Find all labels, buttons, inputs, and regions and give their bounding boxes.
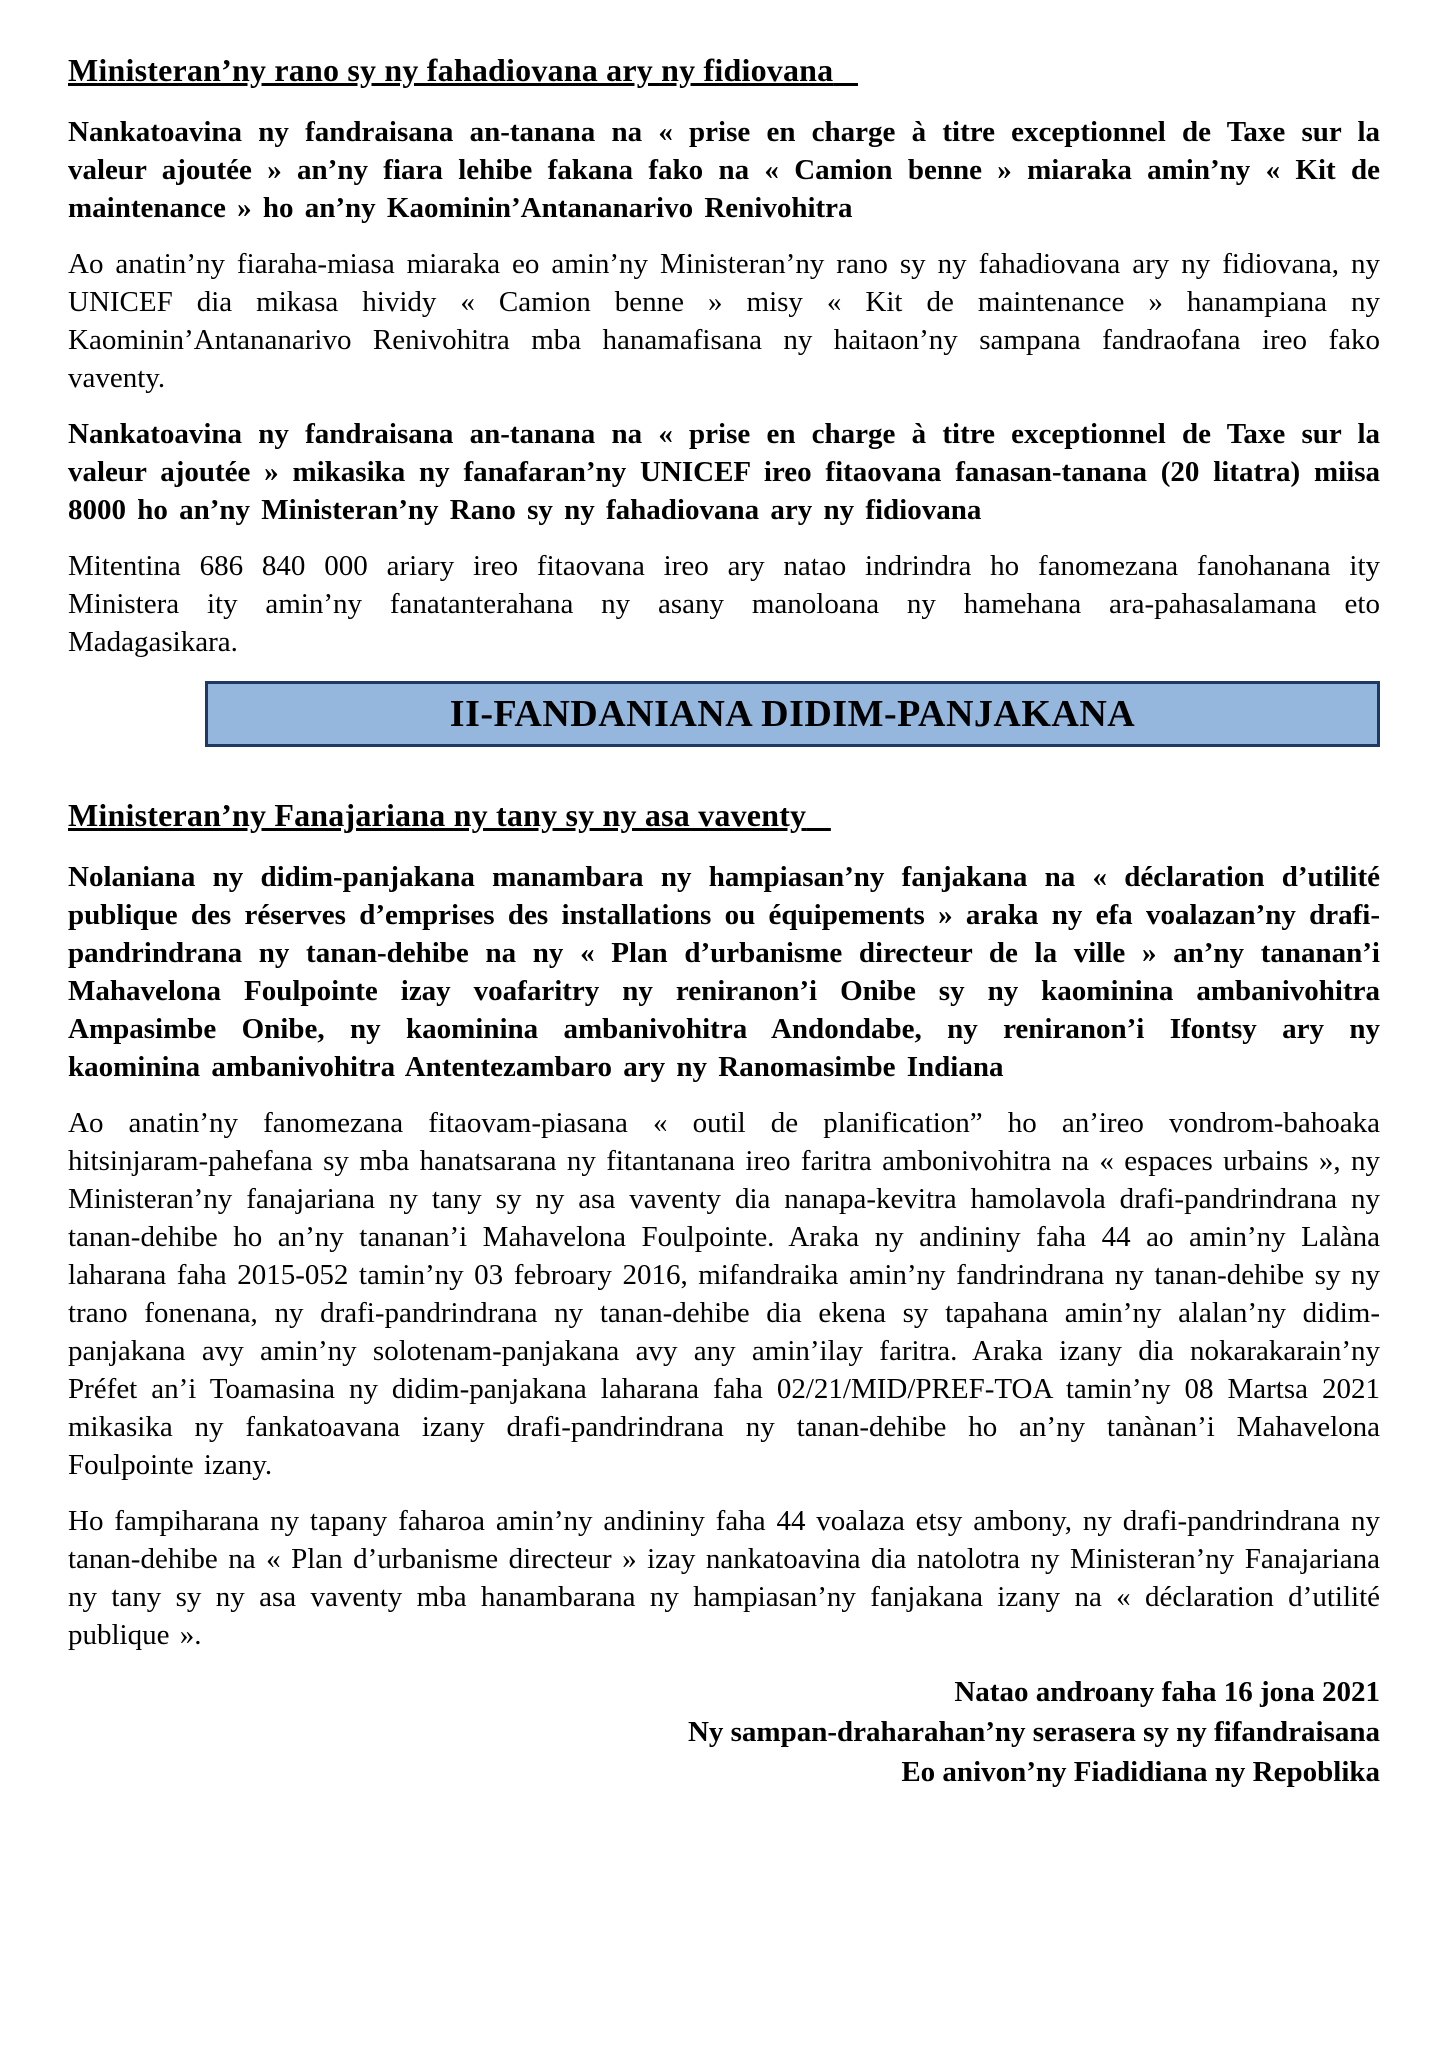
section1-paragraph-bold-1: Nankatoavina ny fandraisana an-tanana na « prise en charge à titre exceptionnel de Taxe sur la valeur ajoutée » an’ny fiara lehibe fakana fako na « Camion benne » miaraka amin’ny « Kit de maintenance » ho an’ny Kaominin’Antananarivo Renivohitra xyxy=(68,116,1380,224)
section-banner xyxy=(205,681,1380,747)
section2-heading: Ministeran’ny Fanajariana ny tany sy ny asa vaventy xyxy=(68,797,807,833)
section1-paragraph-2: Mitentina 686 840 000 ariary ireo fitaovana ireo ary natao indrindra ho fanomezana fanohanana ity Ministera ity amin’ny fanatanterahana ny asany manoloana ny hamehana ara-pahasalamana eto Madagasikara. xyxy=(68,550,1380,658)
signoff-block xyxy=(68,1672,1380,1792)
section2-paragraph-2: Ho fampiharana ny tapany faharoa amin’ny andininy faha 44 voalaza etsy ambony, ny drafi-pandrindrana ny tanan-dehibe na « Plan d’urbanisme directeur » izay nankatoavina dia natolotra ny Ministeran’ny Fanajariana ny tany sy ny asa vaventy mba hanambarana ny hampiasan’ny fanjakana izany na « déclaration d’utilité publique ». xyxy=(68,1505,1380,1651)
signoff-line-institution: Eo anivon’ny Fiadidiana ny Repoblika xyxy=(901,1756,1380,1788)
section2-paragraph-1: Ao anatin’ny fanomezana fitaovam-piasana « outil de planification” ho an’ireo vondrom-bahoaka hitsinjaram-pahefana sy mba hanatsarana ny fitantanana ireo faritra ambonivohitra na « espaces urbains », ny Ministeran’ny fanajariana ny tany sy ny asa vaventy dia nanapa-kevitra hamolavola drafi-pandrindrana ny tanan-dehibe ho an’ny tananan’i Mahavelona Foulpointe. Araka ny andininy faha 44 ao amin’ny Lalàna laharana faha 2015-052 tamin’ny 03 febroary 2016, mifandraika amin’ny fandrindrana ny tanan-dehibe sy ny trano fonenana, ny drafi-pandrindrana ny tanan-dehibe dia ekena sy tapahana amin’ny alalan’ny didim-panjakana avy amin’ny solotenam-panjakana avy any amin’ilay faritra. Araka izany dia nokarakarain’ny Préfet an’i Toamasina ny didim-panjakana laharana faha 02/21/MID/PREF-TOA tamin’ny 08 Martsa 2021 mikasika ny fankatoavana izany drafi-pandrindrana ny tanan-dehibe ho an’ny tanànan’i Mahavelona Foulpointe izany. xyxy=(68,1107,1380,1481)
section1-paragraph-bold-2: Nankatoavina ny fandraisana an-tanana na « prise en charge à titre exceptionnel de Taxe sur la valeur ajoutée » mikasika ny fanafaran’ny UNICEF ireo fitaovana fanasan-tanana (20 litatra) miisa 8000 ho an’ny Ministeran’ny Rano sy ny fahadiovana ary ny fidiovana xyxy=(68,418,1380,526)
signoff-line-department: Ny sampan-draharahan’ny serasera sy ny fifandraisana xyxy=(687,1716,1380,1748)
signoff-line-date: Natao androany faha 16 jona 2021 xyxy=(954,1676,1380,1708)
banner-title: II-FANDANIANA DIDIM-PANJAKANA xyxy=(449,693,1136,735)
section1-heading: Ministeran’ny rano sy ny fahadiovana ary ny fidiovana xyxy=(68,52,834,88)
section2-paragraph-bold-1: Nolaniana ny didim-panjakana manambara ny hampiasan’ny fanjakana na « déclaration d’utilité publique des réserves d’emprises des installations ou équipements » araka ny efa voalazan’ny drafi-pandrindrana ny tanan-dehibe na ny « Plan d’urbanisme directeur de la ville » an’ny tananan’i Mahavelona Foulpointe izay voafaritry ny reniranon’i Onibe sy ny kaominina ambanivohitra Ampasimbe Onibe, ny kaominina ambanivohitra Andondabe, ny reniranon’i Ifontsy ary ny kaominina ambanivohitra Antentezambaro ary ny Ranomasimbe Indiana xyxy=(68,861,1380,1083)
section1-paragraph-1: Ao anatin’ny fiaraha-miasa miaraka eo amin’ny Ministeran’ny rano sy ny fahadiovana ary ny fidiovana, ny UNICEF dia mikasa hividy « Camion benne » misy « Kit de maintenance » hanampiana ny Kaominin’Antananarivo Renivohitra mba hanamafisana ny haitaon’ny sampana fandraofana ireo fako vaventy. xyxy=(68,248,1380,394)
